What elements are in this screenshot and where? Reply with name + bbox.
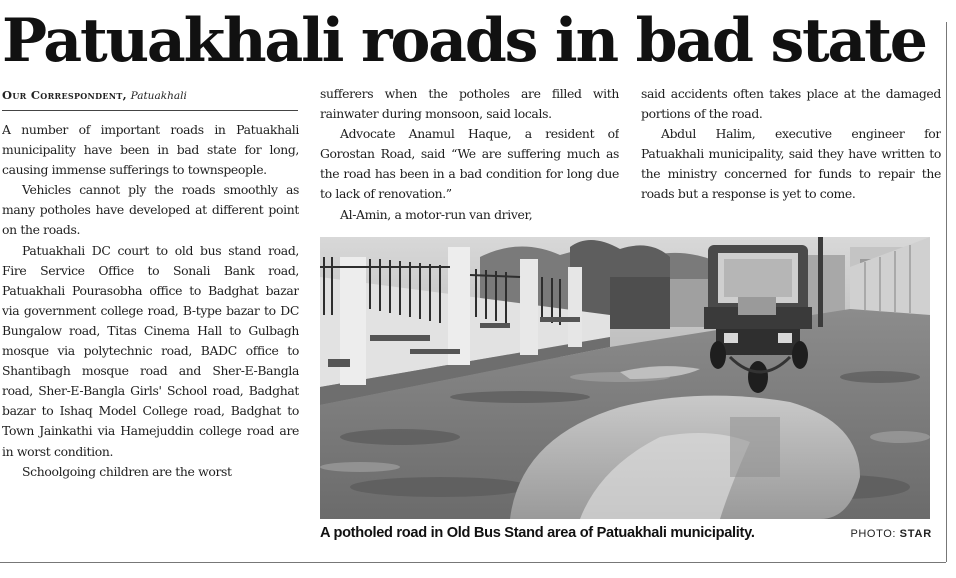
paragraph: Advocate Anamul Haque, a resident of Gorostan Road, said “We are suffering much as the road has been in a bad condition for long due to lack of renovation.” [320,126,619,202]
paragraph: Schoolgoing children are the worst [22,463,232,479]
paragraph: Vehicles cannot ply the roads smoothly as many potholes have developed at different point on the roads. [2,182,299,238]
article-column-3 [641,84,941,228]
byline-author: Our Correspondent, [2,88,127,102]
paragraph: Patuakhali DC court to old bus stand road, Fire Service Office to Sonali Bank road, Patuakhali Pourasobha office to Badghat bazar via government college road, B-type bazar to DC Bungalow road, Titas Cinema Hall to Gulbagh mosque via polytechnic road, BADC office to Shantibagh mosque road and Sher-E-Bangla road, Sher-E-Bangla Girls' School road, Badghat bazar to Ishaq Model College road, Badghat to Town Jainkathi via Hamejuddin college road are in worst condition. [2,242,299,459]
paragraph: sufferers when the potholes are filled with rainwater during monsoon, said locals. [320,86,619,122]
news-photo [320,237,930,519]
byline [2,87,298,104]
page-bottom-rule [0,562,946,563]
headline: Patuakhali roads in bad state [2,6,926,76]
photo-caption: A potholed road in Old Bus Stand area of Patuakhali municipality. [320,525,755,541]
paragraph: Abdul Halim, executive engineer for Patuakhali municipality, said they have written to the ministry concerned for funds to repair the roads but a response is yet to come. [641,126,941,202]
column-rule [946,22,947,562]
byline-place: Patuakhali [130,90,187,102]
byline-divider [2,110,298,111]
potholed-road-photo [320,237,930,519]
paragraph: Al-Amin, a motor-run van driver, [340,206,533,222]
paragraph: A number of important roads in Patuakhali municipality have been in bad state for long, causing immense sufferings to townspeople. [2,122,299,178]
photo-credit-source: STAR [899,528,932,540]
article-column-1 [2,120,299,550]
article-column-2 [320,84,619,228]
photo-credit [840,526,932,542]
paragraph: said accidents often takes place at the damaged portions of the road. [641,86,941,122]
photo-credit-prefix: PHOTO: [850,528,900,540]
